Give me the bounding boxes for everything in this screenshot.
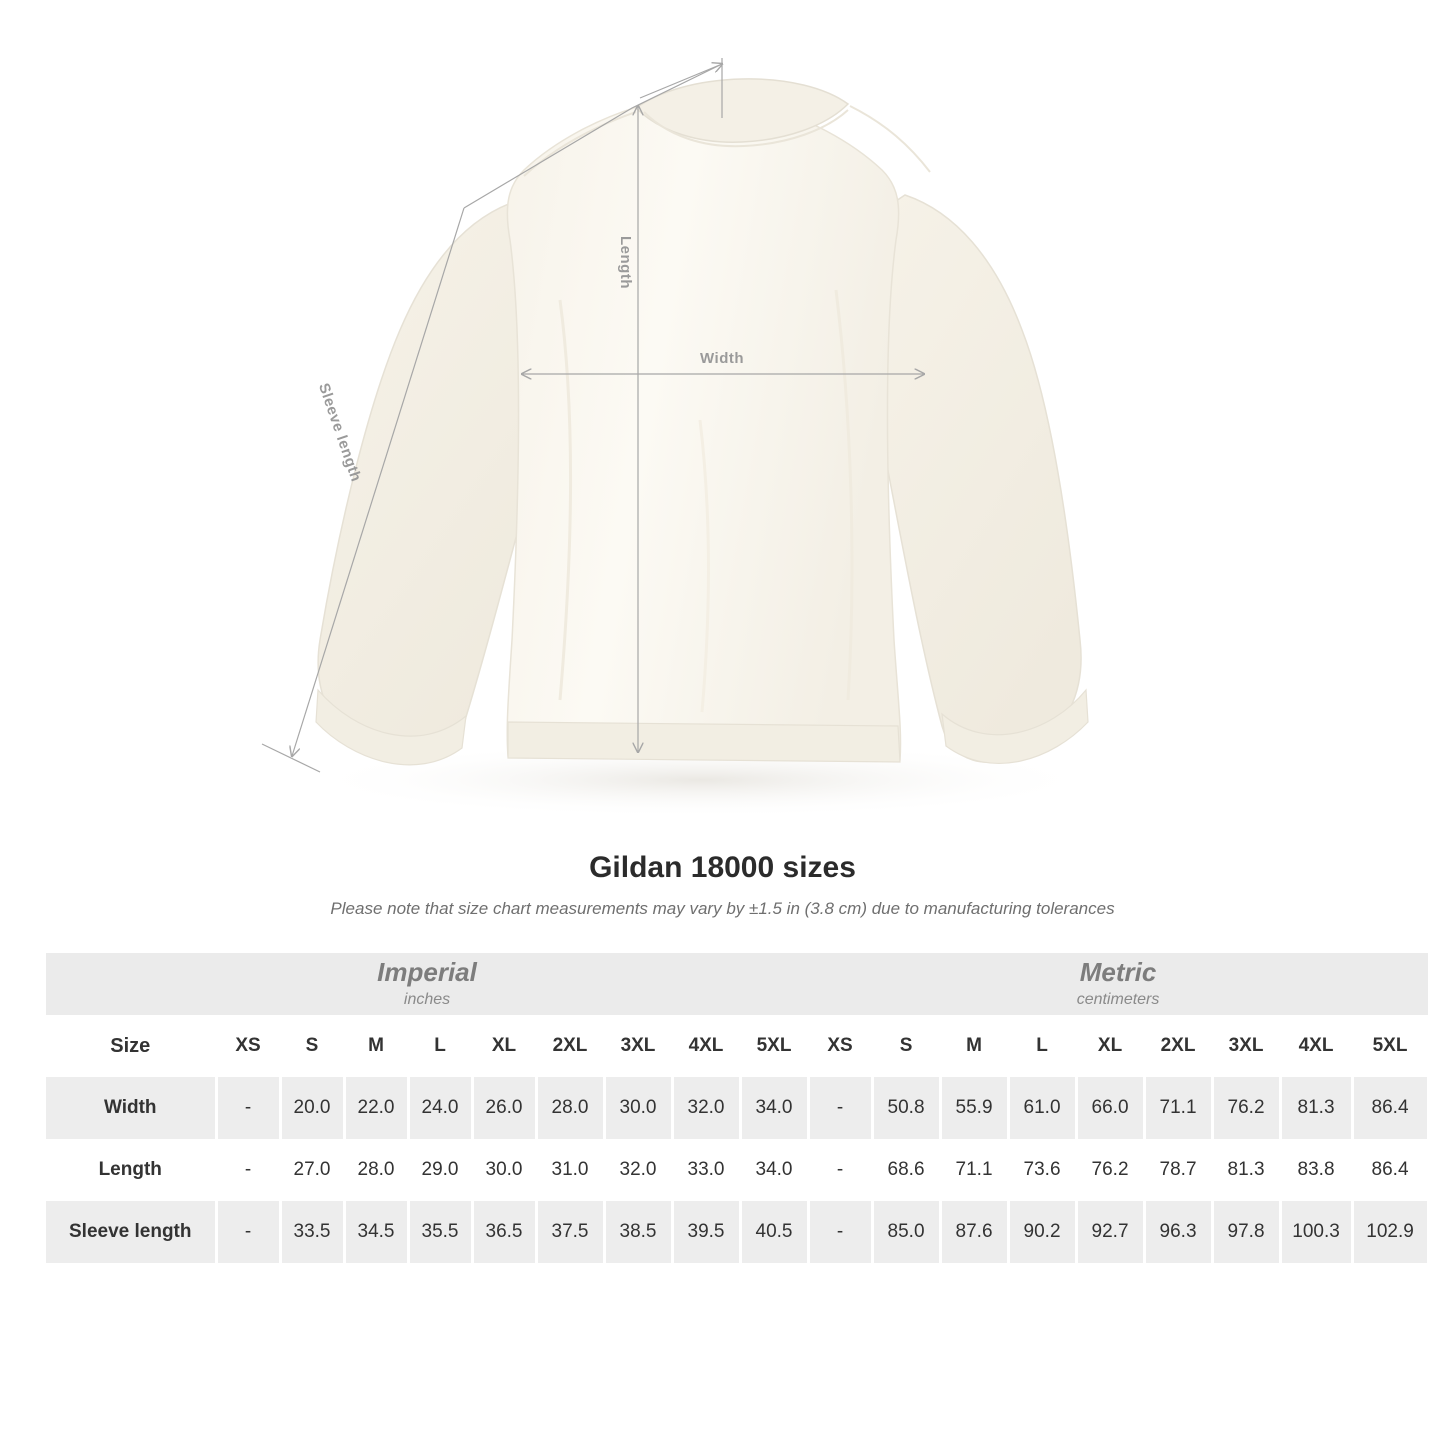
header-imperial-3xl: 3XL [604,1015,672,1077]
cell-width-imperial-xs: - [216,1077,280,1139]
cell-sleeve-metric-m: 87.6 [940,1201,1008,1263]
unit-header-metric [808,953,1428,1015]
cell-sleeve-metric-xl: 92.7 [1076,1201,1144,1263]
header-metric-4xl: 4XL [1280,1015,1352,1077]
cell-length-imperial-5xl: 34.0 [740,1139,808,1201]
units-header-row [46,953,1428,1015]
cell-sleeve-metric-4xl: 100.3 [1280,1201,1352,1263]
header-imperial-5xl: 5XL [740,1015,808,1077]
cell-length-imperial-2xl: 31.0 [536,1139,604,1201]
row-label-width: Width [46,1077,216,1139]
cell-length-metric-m: 71.1 [940,1139,1008,1201]
header-imperial-m: M [344,1015,408,1077]
cell-width-metric-s: 50.8 [872,1077,940,1139]
cell-sleeve-imperial-s: 33.5 [280,1201,344,1263]
header-metric-3xl: 3XL [1212,1015,1280,1077]
cell-width-metric-4xl: 81.3 [1280,1077,1352,1139]
cell-length-metric-l: 73.6 [1008,1139,1076,1201]
cell-length-metric-3xl: 81.3 [1212,1139,1280,1201]
header-imperial-2xl: 2XL [536,1015,604,1077]
cell-width-metric-3xl: 76.2 [1212,1077,1280,1139]
cell-length-metric-s: 68.6 [872,1139,940,1201]
header-metric-m: M [940,1015,1008,1077]
header-imperial-xs: XS [216,1015,280,1077]
row-label-sleeve-length: Sleeve length [46,1201,216,1263]
cell-sleeve-imperial-xs: - [216,1201,280,1263]
size-table [46,953,1430,1263]
cell-sleeve-metric-2xl: 96.3 [1144,1201,1212,1263]
cell-length-imperial-3xl: 32.0 [604,1139,672,1201]
cell-width-metric-xs: - [808,1077,872,1139]
cell-sleeve-metric-3xl: 97.8 [1212,1201,1280,1263]
cell-length-metric-xl: 76.2 [1076,1139,1144,1201]
unit-sub-imperial: inches [403,991,451,1009]
cell-length-metric-5xl: 86.4 [1352,1139,1428,1201]
cell-length-metric-xs: - [808,1139,872,1201]
cell-length-imperial-s: 27.0 [280,1139,344,1201]
cell-width-metric-xl: 66.0 [1076,1077,1144,1139]
cell-sleeve-metric-l: 90.2 [1008,1201,1076,1263]
cell-sleeve-imperial-l: 35.5 [408,1201,472,1263]
cell-width-metric-l: 61.0 [1008,1077,1076,1139]
cell-width-imperial-l: 24.0 [408,1077,472,1139]
cell-sleeve-metric-s: 85.0 [872,1201,940,1263]
cell-length-metric-4xl: 83.8 [1280,1139,1352,1201]
cell-sleeve-imperial-4xl: 39.5 [672,1201,740,1263]
page-title: Gildan 18000 sizes [589,851,856,884]
cell-length-imperial-l: 29.0 [408,1139,472,1201]
cell-sleeve-imperial-5xl: 40.5 [740,1201,808,1263]
table-row [46,1139,1428,1201]
header-imperial-s: S [280,1015,344,1077]
cell-width-imperial-4xl: 32.0 [672,1077,740,1139]
cell-sleeve-metric-xs: - [808,1201,872,1263]
unit-name-metric: Metric [1079,956,1157,987]
unit-name-imperial: Imperial [377,956,477,987]
title-block [0,851,1445,919]
cell-sleeve-metric-5xl: 102.9 [1352,1201,1428,1263]
cell-length-imperial-m: 28.0 [344,1139,408,1201]
cell-sleeve-imperial-3xl: 38.5 [604,1201,672,1263]
cell-width-metric-2xl: 71.1 [1144,1077,1212,1139]
size-table-wrapper [46,953,1414,1263]
table-row [46,1077,1428,1139]
unit-sub-metric: centimeters [1076,991,1160,1009]
unit-header-imperial [46,953,808,1015]
cell-sleeve-imperial-xl: 36.5 [472,1201,536,1263]
cell-width-imperial-xl: 26.0 [472,1077,536,1139]
cell-width-imperial-3xl: 30.0 [604,1077,672,1139]
header-metric-xs: XS [808,1015,872,1077]
header-metric-xl: XL [1076,1015,1144,1077]
table-row [46,1201,1428,1263]
cell-length-imperial-xs: - [216,1139,280,1201]
dimension-label-sleeve-length: Sleeve length [314,381,365,485]
cell-width-imperial-2xl: 28.0 [536,1077,604,1139]
cell-width-metric-m: 55.9 [940,1077,1008,1139]
dimension-label-length: Length [617,236,634,289]
cell-sleeve-imperial-2xl: 37.5 [536,1201,604,1263]
cell-width-imperial-s: 20.0 [280,1077,344,1139]
header-metric-l: L [1008,1015,1076,1077]
cell-width-imperial-5xl: 34.0 [740,1077,808,1139]
row-label-length: Length [46,1139,216,1201]
header-imperial-xl: XL [472,1015,536,1077]
tolerance-note: Please note that size chart measurements may vary by ±1.5 in (3.8 cm) due to manufacturing tolerances [330,899,1115,918]
cell-length-imperial-xl: 30.0 [472,1139,536,1201]
cell-length-metric-2xl: 78.7 [1144,1139,1212,1201]
cell-width-imperial-m: 22.0 [344,1077,408,1139]
cell-sleeve-imperial-m: 34.5 [344,1201,408,1263]
header-metric-5xl: 5XL [1352,1015,1428,1077]
cell-length-imperial-4xl: 33.0 [672,1139,740,1201]
header-metric-s: S [872,1015,940,1077]
header-size-label: Size [46,1015,216,1077]
size-header-row [46,1015,1428,1077]
header-imperial-4xl: 4XL [672,1015,740,1077]
header-metric-2xl: 2XL [1144,1015,1212,1077]
dimension-label-width: Width [700,350,745,367]
cell-width-metric-5xl: 86.4 [1352,1077,1428,1139]
header-imperial-l: L [408,1015,472,1077]
